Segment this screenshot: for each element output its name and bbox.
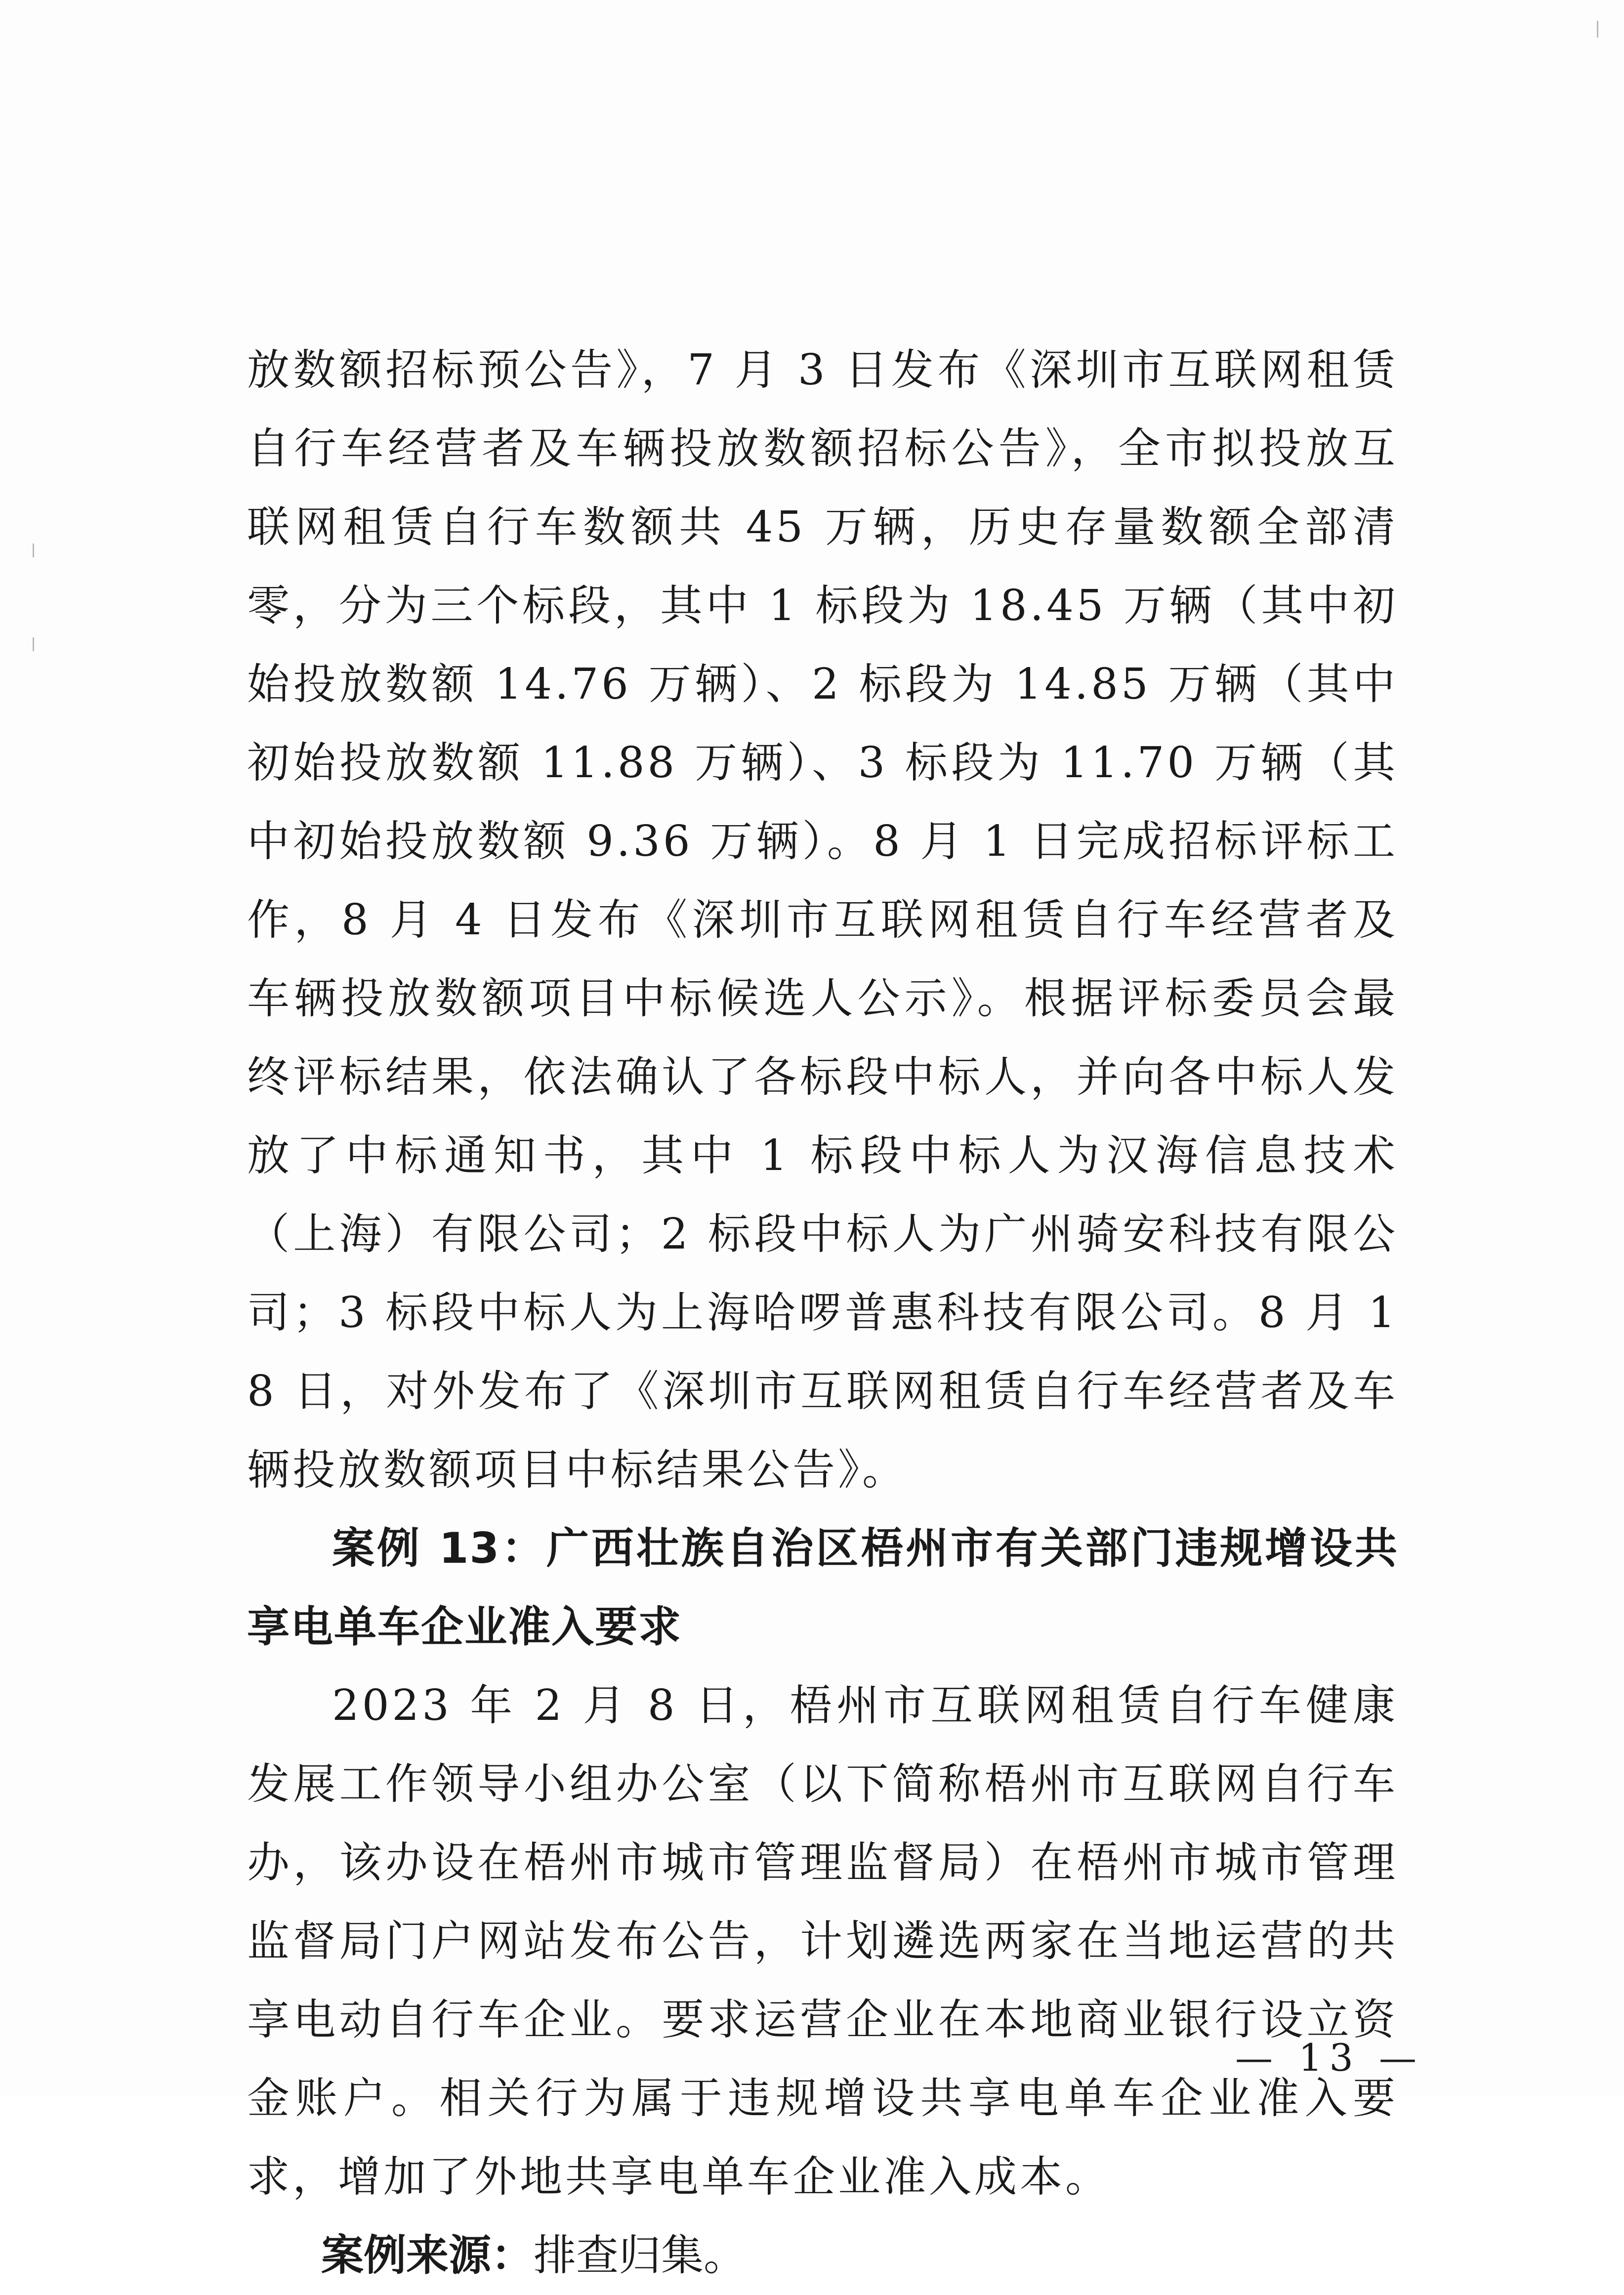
- case-source: [247, 2216, 1398, 2295]
- scan-mark: [33, 637, 34, 651]
- case-source-value: 排查归集。: [534, 2231, 746, 2280]
- scan-mark: [33, 543, 34, 557]
- case-heading: 案例 13：广西壮族自治区梧州市有关部门违规增设共享电单车企业准入要求: [247, 1524, 1398, 1652]
- page-number: — 13 —: [1235, 2036, 1424, 2080]
- body-paragraph-continued: 放数额招标预公告》，7 月 3 日发布《深圳市互联网租赁自行车经营者及车辆投放数额招标公告》，全市拟投放互联网租赁自行车数额共 45 万辆，历史存量数额全部清零，分为三个标段，其中 1 标段为 18.45 万辆（其中初始投放数额 14.76 万辆）、2 标段为 14.85 万辆（其中初始投放数额 11.88 万辆）、3 标段为 11.70 万辆（其中初始投放数额 9.36 万辆）。8 月 1 日完成招标评标工作，8 月 4 日发布《深圳市互联网租赁自行车经营者及车辆投放数额项目中标候选人公示》。根据评标委员会最终评标结果，依法确认了各标段中标人，并向各中标人发放了中标通知书，其中 1 标段中标人为汉海信息技术（上海）有限公司；2 标段中标人为广州骑安科技有限公司；3 标段中标人为上海哈啰普惠科技有限公司。8 月 18 日，对外发布了《深圳市互联网租赁自行车经营者及车辆投放数额项目中标结果公告》。: [247, 345, 1398, 1495]
- case-source-label: 案例来源：: [321, 2231, 534, 2280]
- document-body: [247, 331, 1398, 2295]
- case-body-paragraph: 2023 年 2 月 8 日，梧州市互联网租赁自行车健康发展工作领导小组办公室（以下简称梧州市互联网自行车办，该办设在梧州市城市管理监督局）在梧州市城市管理监督局门户网站发布公告，计划遴选两家在当地运营的共享电动自行车企业。要求运营企业在本地商业银行设立资金账户。相关行为属于违规增设共享电单车企业准入要求，增加了外地共享电单车企业准入成本。: [247, 1681, 1398, 2202]
- scan-mark: [1597, 21, 1598, 38]
